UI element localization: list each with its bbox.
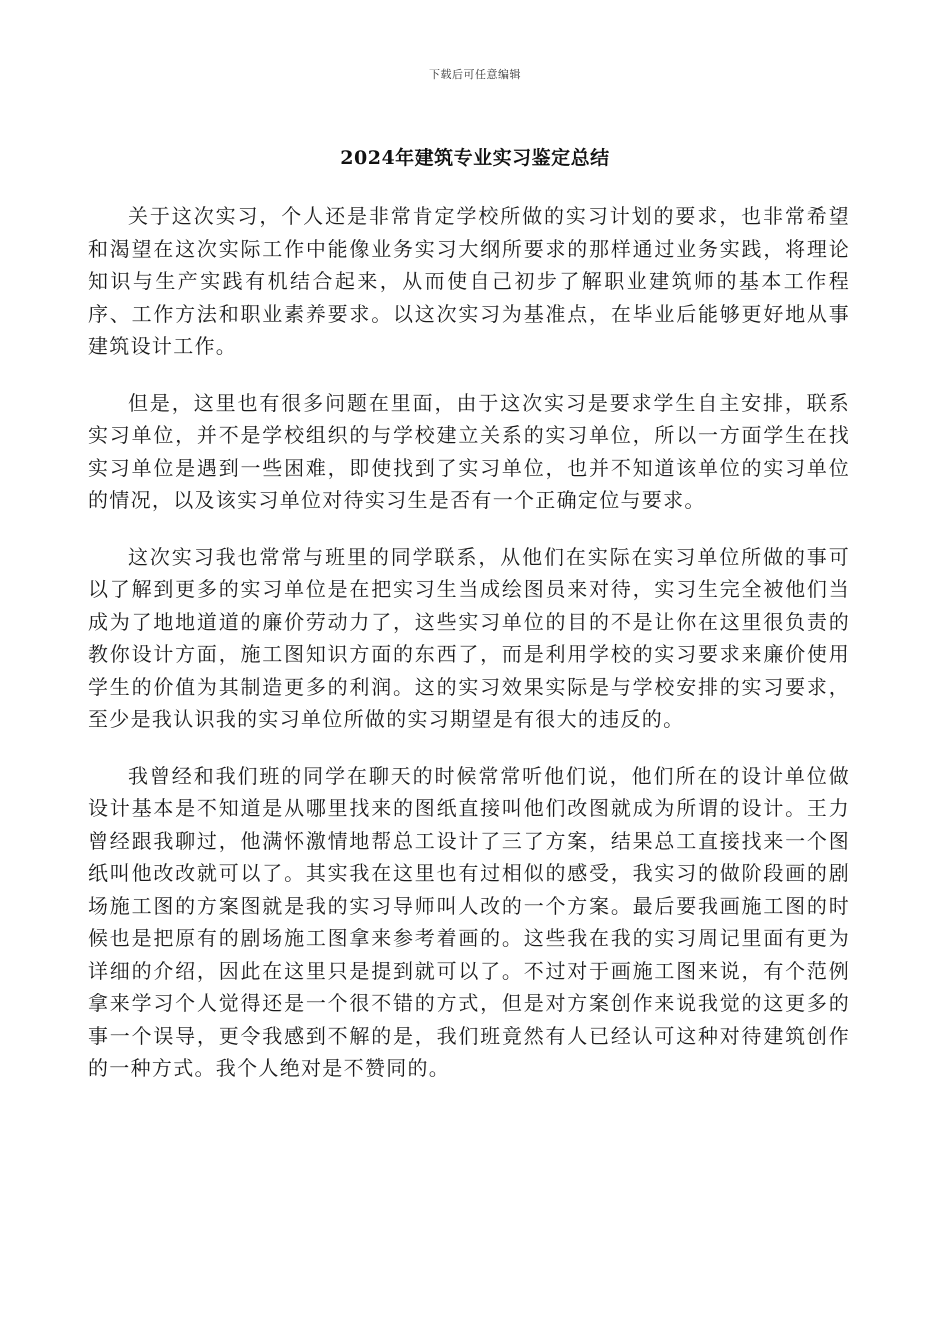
paragraph-3: 这次实习我也常常与班里的同学联系，从他们在实际在实习单位所做的事可以了解到更多的实习单位是在把实习生当成绘图员来对待，实习生完全被他们当成为了地地道道的廉价劳动力了，这些实习单位的目的不是让你在这里很负责的教你设计方面，施工图知识方面的东西了，而是利用学校的实习要求来廉价使用学生的价值为其制造更多的利润。这的实习效果实际是与学校安排的实习要求，至少是我认识我的实习单位所做的实习期望是有很大的违反的。 (88, 544, 850, 731)
document-body (88, 200, 850, 1109)
paragraph-4: 我曾经和我们班的同学在聊天的时候常常听他们说，他们所在的设计单位做设计基本是不知道是从哪里找来的图纸直接叫他们改图就成为所谓的设计。王力曾经跟我聊过，他满怀激情地帮总工设计了三了方案，结果总工直接找来一个图纸叫他改改就可以了。其实我在这里也有过相似的感受，我实习的做阶段画的剧场施工图的方案图就是我的实习导师叫人改的一个方案。最后要我画施工图的时候也是把原有的剧场施工图拿来参考着画的。这些我在我的实习周记里面有更为详细的介绍，因此在这里只是提到就可以了。不过对于画施工图来说，有个范例拿来学习个人觉得还是一个很不错的方式，但是对方案创作来说我觉的这更多的事一个误导，更令我感到不解的是，我们班竟然有人已经认可这种对待建筑创作的一种方式。我个人绝对是不赞同的。 (88, 763, 850, 1080)
paragraph-2: 但是，这里也有很多问题在里面，由于这次实习是要求学生自主安排，联系实习单位，并不是学校组织的与学校建立关系的实习单位，所以一方面学生在找实习单位是遇到一些困难，即使找到了实习单位，也并不知道该单位的实习单位的情况，以及该实习单位对待实习生是否有一个正确定位与要求。 (88, 390, 850, 512)
document-title: 2024年建筑专业实习鉴定总结 (340, 147, 610, 169)
header-note: 下载后可任意编辑 (429, 68, 521, 81)
paragraph-1: 关于这次实习，个人还是非常肯定学校所做的实习计划的要求，也非常希望和渴望在这次实际工作中能像业务实习大纲所要求的那样通过业务实践，将理论知识与生产实践有机结合起来，从而使自己初步了解职业建筑师的基本工作程序、工作方法和职业素养要求。以这次实习为基准点，在毕业后能够更好地从事建筑设计工作。 (88, 204, 850, 358)
